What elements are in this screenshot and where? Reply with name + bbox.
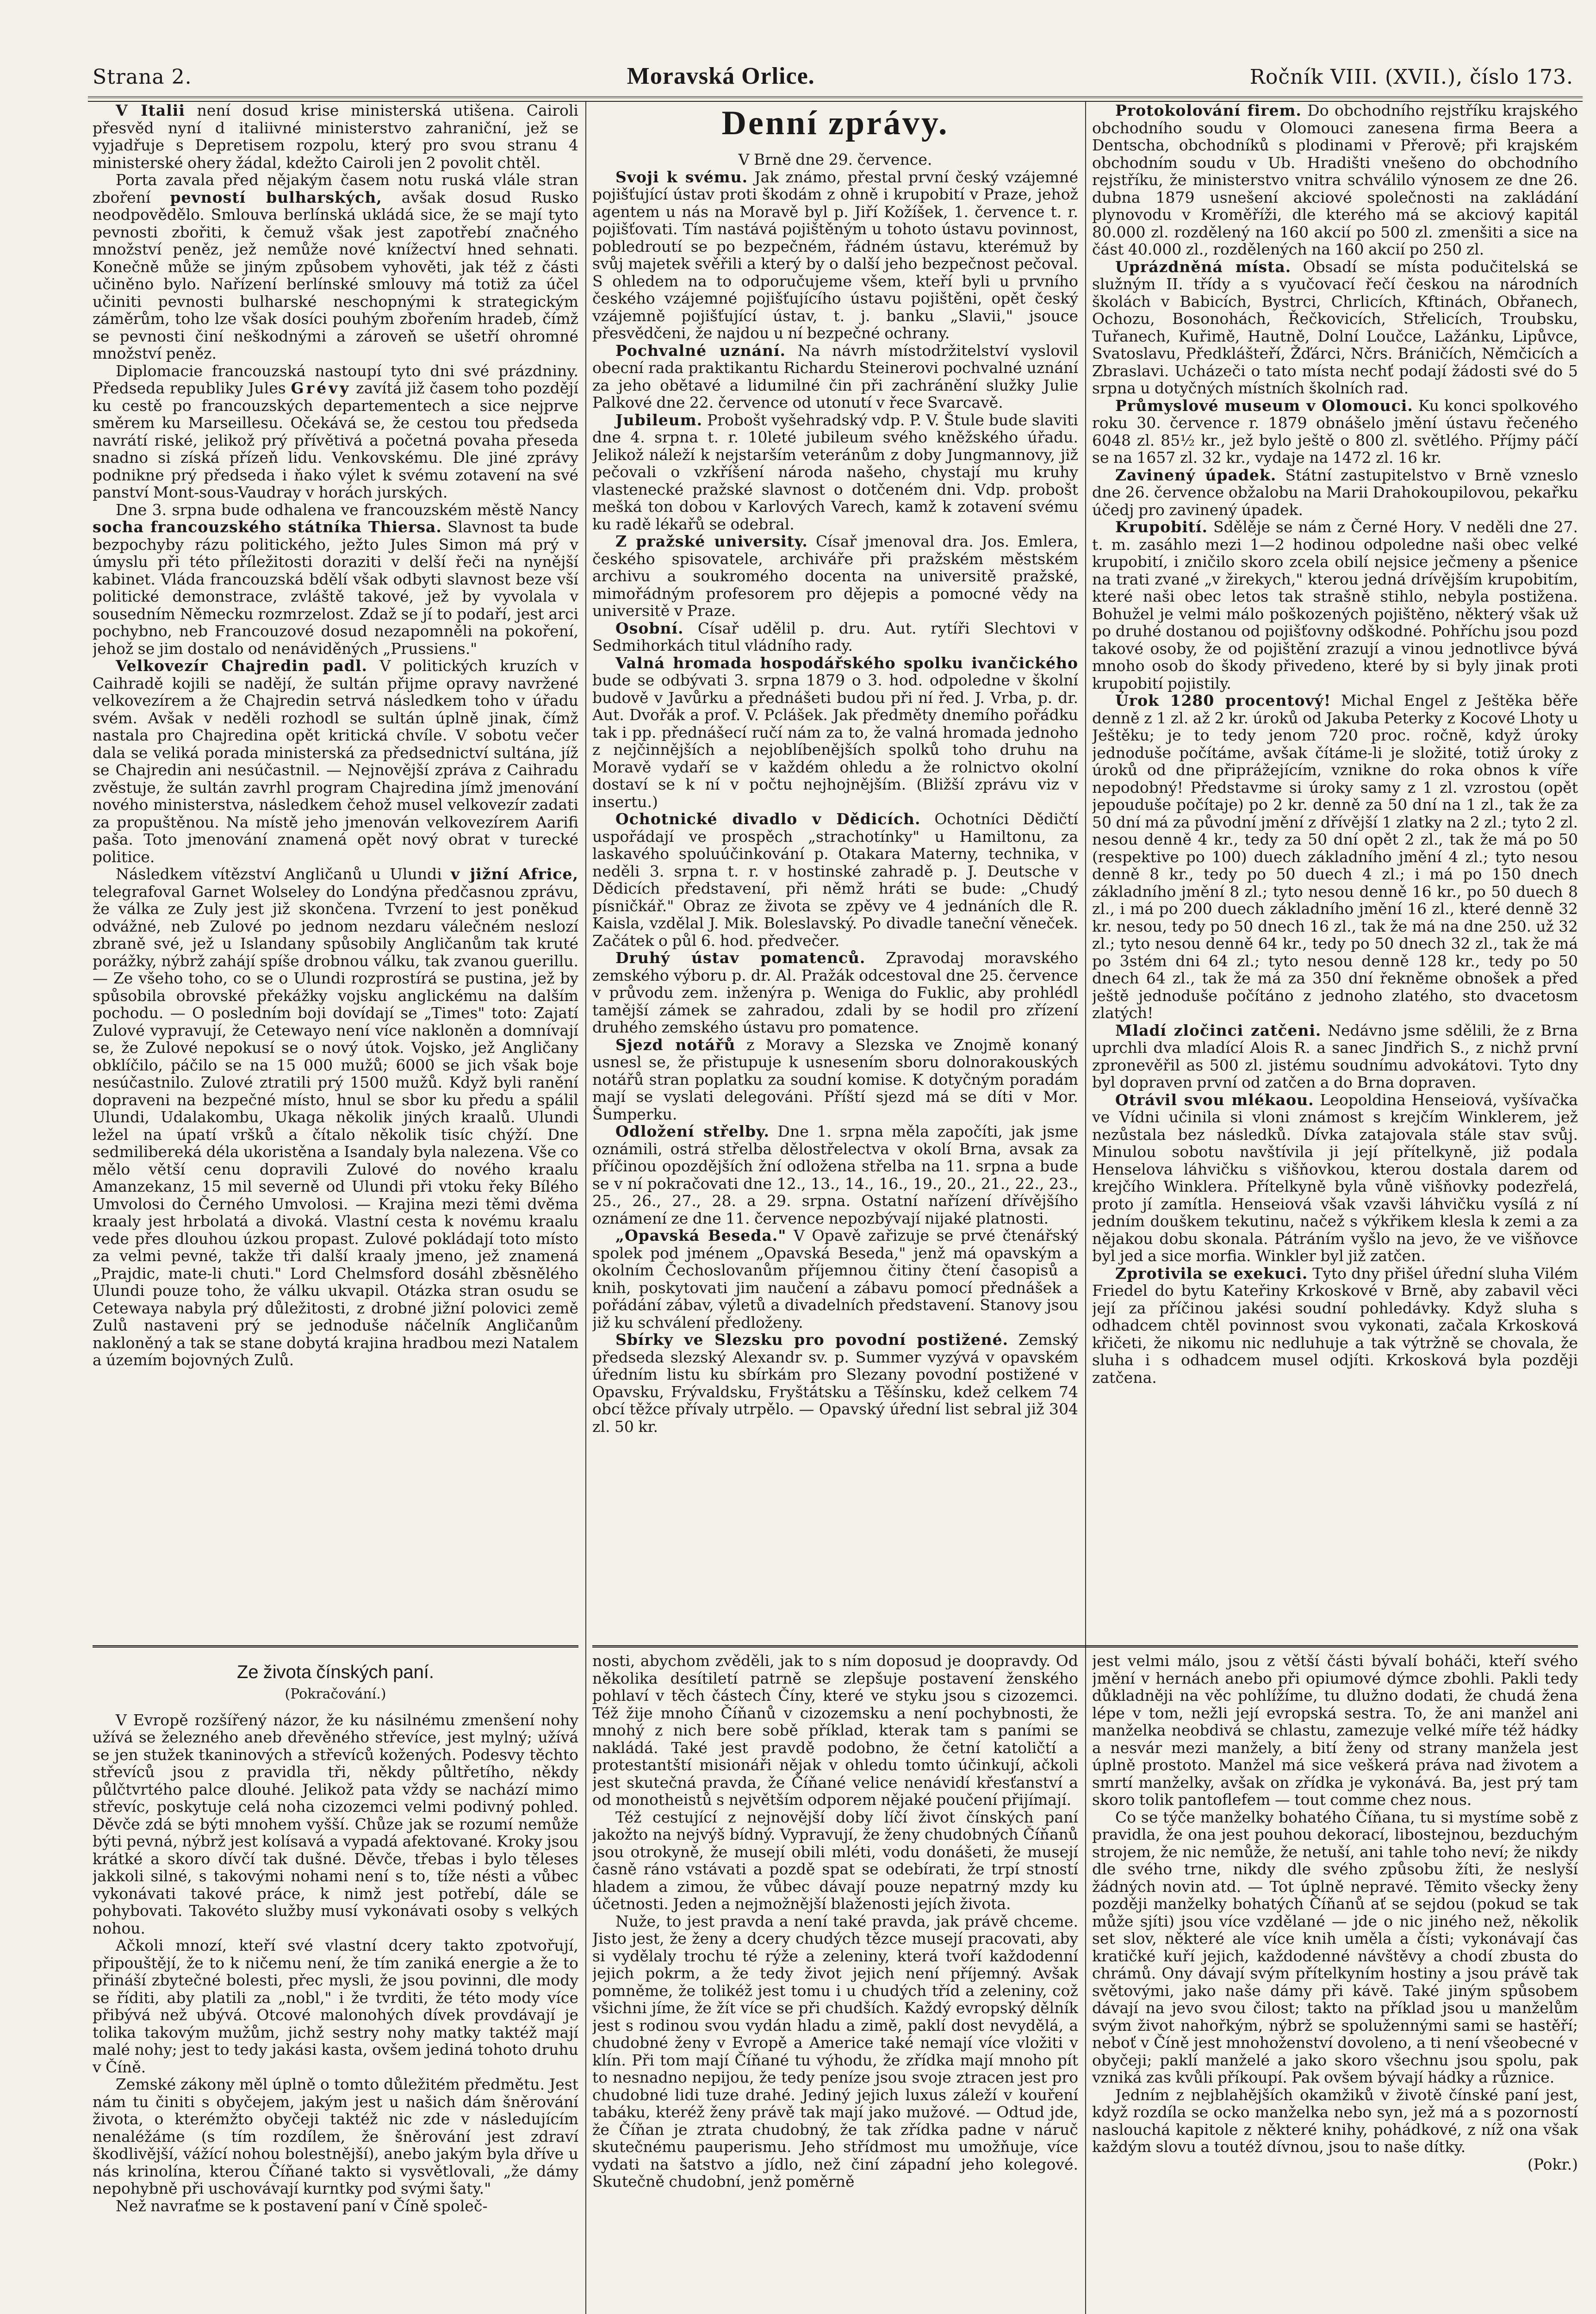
page-number: Strana 2.: [93, 65, 192, 89]
news-lead: Ochotnické divadlo v Dědicích.: [615, 810, 921, 828]
news-lead: Sbírky ve Slezsku pro povodní postižené.: [615, 1331, 1009, 1349]
article: [93, 171, 578, 362]
news-text: Jak známo, přestal první český vzájemné pojišťující ústav proti škodám z ohně i krupobití v Praze, jehož agentem u nás na Moravě byl p. Jiří Kožíšek, 1. července t. r. pojišťovati. Tím nastává pojištěným u tohoto ústavu povinnost, pobledroutí se po bezpečném, řádném ústavu, kterémuž by svůj majetek svěřili a který by o další jeho bezpečnost pečoval. S ohledem na to odporučujeme všem, kteří byli u prvního českého vzájemné pojišťujícího ústavu pojištěni, opět český vzájemně pojišťující ústav, t. j. banku „Slavii," jsouce přesvědčeni, že najdou u ní bezpečné ochrany.: [592, 168, 1078, 342]
column-divider: [585, 102, 586, 2314]
news-lead: Svoji k svému.: [615, 168, 748, 186]
feuilleton-paragraph: Též cestující z nejnovější doby líčí život čínských paní jakožto na nejvýš bídný. Vypravují, že ženy chudobných Číňanů jsou otrokyně, že musejí obili mléti, vodu donášeti, že musejí časně ráno vstávati a pozdě spat se odebírati, že trpí stností hladem a zimou, že vůbec dávají pouze nepatrný mzdy ku účetnosti. Jeden a nejmožnější blaženosti jejích života.: [592, 1808, 1078, 1913]
news-item: [592, 168, 1078, 342]
article: [93, 102, 578, 171]
news-item: [1092, 692, 1578, 1022]
news-text: V Opavě zařizuje se prvé čtenářský spolek pod jménem „Opavská Beseda," jenž má opavským a okolním Čechoslovanům příjemnou čitiny čtení časopisů a knih, poskytovati jim naučení a zábavu pomocí přednášek a pořádání zábav, výletů a divadelních představení. Stanovy jsou již ku schválení předloženy.: [592, 1226, 1078, 1331]
section-title: Denní zprávy.: [721, 104, 949, 142]
news-lead: Pochvalné uznání.: [615, 341, 786, 360]
news-lead: Otrávil svou mlékaou.: [1115, 1090, 1314, 1109]
news-text: Do obchodního rejstříku krajského obchodního soudu v Olomouci zanesena firma Beera a Dentscha, obchodníků s plodinami v Přerově; při krajském obchodním soudu v Ub. Hradišti vnešeno do obchodního rejstříku, že ministerstvo vnitra schválilo výnosem ze dne 26. dubna 1879 usnešení akciové společnosti na zakládání plynovodu v Kroměříži, dle kterého má se akciový kapitál 80.000 zl. rozdělený na 160 akcií po 500 zl. zmenšiti a sice na část 40.000 zl., rozdělených na 160 akcií po 250 zl.: [1092, 102, 1578, 258]
article-lead: pevností bulharských,: [170, 188, 382, 206]
news-item: [1092, 258, 1578, 397]
article: [93, 657, 578, 865]
news-lead: Odložení střelby.: [615, 1122, 770, 1140]
news-text: Obsadí se místa podučitelská se služným II. třídy a s vyučovací řečí českou na národních školách v Babicích, Bystrci, Chrlicích, Kftinách, Obřanech, Ochozu, Bosonohách, Řečkovicích, Střelicích, Troubsku, Tuřanech, Kuřimě, Hautně, Dolní Loučce, Lažánku, Lipůvce, Svatoslavu, Předklášteří, Žďárci, Nčrs. Bráničích, Němčicích a Zbraslavi. Ucházeči o tato místa nechť podají žádosti své do 5 srpna u dotyčných místních školních rad.: [1092, 257, 1578, 397]
news-lead: Osobní.: [615, 619, 684, 637]
article-lead: Velkovezír Chajredin padl.: [116, 657, 367, 675]
column-divider: [1085, 102, 1086, 2314]
news-text: Státní zastupitelstvo v Brně vzneslo dne 26. července obžalobu na Marii Drahokoupilovou, pekařku účedj pro zavinený úpadek.: [1092, 466, 1578, 519]
article-text: Následkem vítězství Angličanů u Ulundi: [116, 865, 451, 883]
feuilleton-column-3: [1092, 1652, 1578, 2314]
feuilleton-column-1: [93, 1652, 578, 2314]
article-text: telegrafoval Garnet Wolseley do Londýna předčasnou zprávu, že válka ze Zuly jest již skončena. Tvrzení to jest poněkud odvážné, neb Zulové po jednom nezdaru válečném neslozí zbraně své, jež u Islandany spůsobily Angličanům tak kruté porážky, nýbrž zahájí spíše drobnou válku, tak zvanou guerillu. — Ze všeho toho, co se o Ulundi rozprostírá se pustina, jež by spůsobila obrovské překážky vojsku anglickému na dalším pochodu. — O posledním boji dovídají se „Times" toto: Zajatí Zulové vypravují, že Cetewayo není více nakloněn a domnívají se, že Zulové nepokusí se o nový útok. Vojsko, jež Angličany obklíčilo, páčilo se na 15 000 mužů; 6000 se jich však boje nesúčastnilo. Zulové ztratili prý 1500 mužů. Když byli ranění dopraveni na bezpečné místo, hnul se sbor ku předu a spálil Ulundi, Udalakombu, Ukaga několik jiných kraalů. Ulundi ležel na úpatí vršků a čítalo několik tisíc chýží. Dne sedmilibereká déla ukoristěna a Isandaly byla nalezena. Vše co mělo větší cenu dopravili Zulové do nového kraalu Amanzekanz, 15 mil severně od Ulundi při vtoku řeky Bílého Umvolosi do Černého Umvolosi. — Krajina mezi těmi dvěma kraaly jest hrbolatá a divoká. Vlastní cesta k novému kraalu vede přes dlouhou úzkou propast. Zulové pokládají toto místo za velmi pevné, takže tři další kraaly jmeno, jež znamená „Prajdic, mate-li chuti." Lord Chelmsford dosáhl zběsnělého Ulundi pouze toho, že válku ukvapil. Otázka stran osudu se Cetewaya nabyla prý důležitosti, z drobné jižní polovici země Zulů nastaveni prý se jednoduše náčelník Angličanům nakloněný a tak se stane dobytá krajina hradbou mezi Natalem a územím bojovných Zulů.: [93, 882, 578, 1369]
news-text: Leopoldina Henseiová, vyšívačka ve Vídni učinila si vloni známost s krejčím Winklerem, jež nezůstala bez následků. Dívka zatajovala stále stav svůj. Minulou sobotu navštívila ji její přítelkyně, již podala Henselova láhvičku s višňovkou, kterou dostala darem od krejčího Winklera. Přítelkyně byla vůně višňovky podezřelá, proto jí zamítla. Henseiová však vzavši láhvičku vysílá z ní jedním douškem tekutinu, načež s výkřikem klesla k zemi a za nějakou dobu skonala. Pátráním vyšlo na jevo, že ve višňovce byl jed a sice morfia. Winkler byl již zatčen.: [1092, 1090, 1578, 1265]
article-lead: socha francouzského státníka Thiersa.: [93, 518, 442, 536]
news-lead: Průmyslové museum v Olomouci.: [1115, 396, 1413, 415]
news-item: [592, 411, 1078, 533]
article-text: není dosud krise ministerská utišena. Cairoli přesvěd nyní d italiivné ministerstvo zahraniční, jež se vyjadřuje s Depretisem rozpolu, který pro svou stranu 4 ministerské ohery žádal, kdežto Cairoli jen 2 povolit chtěl.: [93, 102, 578, 172]
news-item: [592, 1227, 1078, 1331]
feuilleton-subtitle: (Pokračování.): [285, 1686, 386, 1702]
news-text: Tyto dny přišel úřední sluha Vilém Friedel do bytu Kateřiny Krkoskové v Brně, aby zabavil věci její za příčinou jakési soudní pohledávky. Když sluha s odhadcem chtěl povinnost svou vykonati, začala Krkosková křičeti, že nikomu nic nedluhuje a tak výtržně se chovala, že sluha i s odhadcem musel odjíti. Krkosková byla později zatčena.: [1092, 1264, 1578, 1387]
article-text: Slavnost ta bude bezpochyby rázu politického, ježto Jules Simon má prý v úmyslu při této příležitosti doraziti v delší řeči na nynější kabinet. Vláda francouzská bdělí však odbyti slavnost beze vší politické demonstrace, zvláště takové, jež by vyvolala v sousedním Německu rozmrzelost. Zdaž se jí to podaří, jest arci pochybno, neb Francouzové dosud nezapomněli na pokoření, jehož se jim dostalo od nenáviděných „Prussiens.": [93, 518, 578, 658]
news-text: Císař udělil p. dru. Aut. rytíři Slechtovi v Sedmihorkách titul vládního rady.: [592, 619, 1078, 654]
column-more-news: [1092, 102, 1578, 1641]
news-item: [592, 810, 1078, 949]
news-text: Ku konci spolkového roku 30. července r. 1879 obnášelo jmění ústavu řečeného 6048 zl. 85½ kr., jež bylo ještě o 800 zl. světlého. Příjmy páčí se na 1657 zl. 32 kr., vydaje na 1472 zl. 16 kr.: [1092, 396, 1578, 467]
news-text: Zpravodaj moravského zemského výboru p. dr. Al. Pražák odcestoval dne 25. července v průvodu zem. inženýra p. Weniga do Fuklic, aby prohlédl tamější zámek se zahradou, zdali by se hodil pro zřízení druhého zemského ústavu pro pomatence.: [592, 949, 1078, 1036]
article: [93, 362, 578, 501]
news-lead: Protokolování firem.: [1115, 102, 1302, 119]
news-item: [592, 533, 1078, 620]
news-item: [592, 1036, 1078, 1123]
column-daily-news: [592, 102, 1078, 1641]
news-item: [592, 1123, 1078, 1227]
article-text: Porta zavala před nějakým časem notu ruská vlále stran zboření: [93, 171, 578, 206]
issue-info: Ročník VIII. (XVII.), číslo 173.: [1249, 65, 1573, 89]
news-item: [1092, 102, 1578, 258]
news-lead: Zavinený úpadek.: [1115, 466, 1277, 484]
news-lead: Uprázdněná místa.: [1115, 257, 1292, 276]
news-lead: Zprotivila se exekuci.: [1115, 1264, 1308, 1282]
article-text: Dne 3. srpna bude odhalena ve francouzském městě Nancy: [116, 500, 578, 519]
news-item: [592, 620, 1078, 654]
header-rule: [88, 96, 1583, 102]
article-lead: Grévy: [291, 379, 351, 397]
news-item: [592, 654, 1078, 811]
feuilleton-paragraph: Co se týče manželky bohatého Číňana, tu si mystíme sobě z pravidla, že ona jest pouhou dekorací, libostejnou, bezduchým strojem, že nic nemůže, že netuší, ani tahle toho neví; že nikdy dle svého trne, nikdy dle svého způsobu žíti, že neslyší žádných novin atd. — Tot úplně nepravé. Těmito všecky ženy později manželky bohatých Číňanů ať se sejdou (pokud se tak může sjíti) jsou více vzdělané — jde o nic jiného než, několik set slov, některé ale více knih uměla a čísti; vykonávají čas kratičké kuří jejich, každodenné návštěvy a chodí zbusta do chrámů. Ony dávají svým přítelkyním hostiny a jsou právě tak světovými, jako naše dámy při kávě. Také jiným spůsobem dávají na jevo svou čilost; takto na příklad jsou u manželům svým život nahořkým, nýbrž se spolužennými sami se hastěří; neboť v Číně jest mnohoženství dovoleno, a ti není všeobecné v obyčeji; paklí manželé a jako skoro všechnu jsou spolu, pak vzniká zas kvůli příkoupí. Pak ovšem bývají hádky a různice.: [1092, 1808, 1578, 2086]
news-text: Na návrh místodržitelství vyslovil obecní rada praktikantu Richardu Steinerovi pochvalné uznání za jeho obětavé a lidumilné čin při zachránění služky Julie Palkové dne 22. července od utonutí v řece Svarcavě.: [592, 341, 1078, 411]
news-lead: Z pražské university.: [615, 532, 808, 550]
news-text: Císař jmenoval dra. Jos. Emlera, českého spisovatele, archiváře při pražském městském archivu a soukromého docenta na universitě pražské, mimořádným profesorem pro dějepis a pomocné vědy na universitě v Praze.: [592, 532, 1078, 620]
article: [93, 865, 578, 1369]
news-item: [592, 342, 1078, 411]
news-item: [1092, 518, 1578, 692]
page-header: [93, 62, 1573, 95]
news-text: bude se odbývati 3. srpna 1879 o 3. hod. odpoledne v školní budově v Javůrku a přednášeti budou při ní řed. J. Vrba, p. dr. Aut. Dvořák a prof. V. Pclášek. Jak předměty dnemího pořádku tak i pp. přednášecí ručí nám za to, že valná hromada jednoho z nejčinnějších a nejoblíbenějších spolků toho druhu na Moravě vydaří se v každém ohledu a že rolnictvo okolní dostaví se k ní v počtu nejhojnějším. (Bližší zprávu viz v insertu.): [592, 671, 1078, 811]
news-item: [1092, 1022, 1578, 1091]
news-item: [592, 949, 1078, 1036]
news-text: Michal Engel z Ještěka běře denně z 1 zl. až 2 kr. úroků od Jakuba Peterky z Kocové Lhoty u Ještěku; je to tedy jenom 720 proc. ročně, když úroky jednoduše počítáme, avšak čítáme-li je složité, totiž úroky z úroků od dne připrážejícím, vznikne do roka obnos k víře nepodobný! Představme si úroky samy z 1 zl. vzrostou (opět jepouduše počítaje) po 2 kr. denně za 50 dní na 1 zl., tak že za 50 dní má za původní jmění z dřívější 1 zlatky na 2 zl.; tyto 2 zl. nesou denně 4 kr., tedy za 50 dní opět 2 zl., tak že má po 50 (respektive po 100) duech základního jmění 4 zl.; tyto nesou denně 8 kr., tedy po 50 duech 4 zl.; i má po 150 dnech základního jmění 8 zl.; tyto nesou denně 16 kr., po 50 duech 8 zl., i má po 200 duech základního jmění 16 zl., které denně 32 kr. nesou, tedy po 50 dnech 16 zl., tak že má na dne 250. už 32 zl.; tyto nesou denně 64 kr., tedy po 50 dnech 32 zl., tak že má po 3stém dni 64 zl.; tyto nesou denně 128 kr., tedy po 50 dnech 64 zl., tak že má za 350 dní řekněme obnošek a před ještě jednoduše počítáno z jednoho zlatého, sto dvacetosm zlatých!: [1092, 691, 1578, 1022]
news-text: Probošt vyšehradský vdp. P. V. Štule bude slaviti dne 4. srpna t. r. 10leté jubileum svého kněžského úřadu. Jelikož náleží k nejstarším veteránům z doby Jungmannovy, již pečovali o vzkříšení národa našeho, chystají mu kruhy vlastenecké pražské slavnost o dotčeném dni. Vdp. probošt mešká ton dobou v Karlových Varech, kamž k zotavení svému ku radě lékařů se odebral.: [592, 411, 1078, 533]
dateline: V Brně dne 29. července.: [738, 150, 932, 168]
feuilleton-paragraph: jest velmi málo, jsou z větší části bývalí boháči, kteří svého jmění v hernách anebo při opiumové dýmce zbohli. Pakli tedy důkladněji na věc pohlížíme, tu dlužno dodati, že chudá žena lépe v tom, nežli její evropská sestra. To, že ani manžel ani manželka neobdivá se chlastu, zamezuje velké míře též hádky a nesvár mezi manžely, a bití ženy od strany manžela jest úplně prostoto. Manžel má sice veškerá práva nad životem a smrtí manželky, avšak on zřídka je vykonává. Ba, jest prý tam skoro tolik pantoflefem — tout comme chez nous.: [1092, 1652, 1578, 1809]
continuation-mark: (Pokr.): [1527, 2155, 1578, 2173]
column-politics: [93, 102, 578, 1641]
article-text: V politických kruzích v Caihradě kojili se nadějí, že sultán přijme opravy navržené velkovezírem a že Chajredin setrvá následkem toho v úřadu svém. Avšak v neděli rozhodl se sultán úplně jinak, čímž nastala pro Chajredina opět kritická chvíle. V sobotu večer dala se veliká porada ministerská za předsednictví sultána, jíž se Chajredin ani nesúčastnil. — Nejnovější zpráva z Caihradu zvěstuje, že sultán zavrhl program Chajredina jímž jmenování nového ministerstva, následkem čehož musel velkovezír zadati za propuštěnou. Na místě jeho jmenován velkovezírem Aarifi paša. Toto jmenování znamená opět nový obrat v turecké politice.: [93, 657, 578, 866]
article: [93, 501, 578, 658]
article-text: Diplomacie francouzská nastoupí tyto dni své prázdniny. Předseda republiky Jules: [93, 361, 578, 397]
article-lead: v jižní Africe,: [450, 865, 578, 883]
news-lead: Valná hromada hospodářského spolku ivančického: [615, 653, 1078, 672]
news-item: [1092, 1265, 1578, 1387]
news-item: [1092, 467, 1578, 519]
feuilleton-paragraph: V Evropě rozšířený názor, že ku násilnému zmenšení nohy užívá se železného aneb dřevěného střevíce, jest mylný; užívá se jen stužek tkaninových a střevíců kožených. Podesvy těchto střevíců jsou z pravidla tři, někdy půltřetího, někdy půlčtvrtého palce dlouhé. Jelikož pata vždy se nachází mimo střevíc, poskytuje celá noha cizozemci velmi podivný pohled. Děvče zdá se býti mnohem vyšší. Chůze jak se rozumí nemůže býti pevná, nýbrž jest kolísavá a vypadá afektované. Kroky jsou krátké a skoro dívčí tak dušné. Děvče, třebas i bylo těleses jakkoli silné, s takovými nohami není s to, tíže nésti a vůbec vykonávati takové práce, k nimž jest potřebí, dále se pohybovati. Takovéto služby musí vykonávati osoby s velkých nohou.: [93, 1711, 578, 1937]
feuilleton-paragraph: Jedním z nejblahějších okamžiků v životě čínské paní jest, když rozdíla se ocko manželka nebo syn, jež má a s pozorností naslouchá kapitole z některé knihy, pohádkové, z níž ona však každým slovu a toutéž dívnou, jsou to naše dítky.: [1092, 2085, 1578, 2156]
feuilleton-rule: [93, 1645, 578, 1649]
feuilleton-paragraph: Ačkoli mnozí, kteří své vlastní dcery takto zpotvořují, připouštějí, že to k ničemu není, že tím zaniká energie a že to přináší zbytečné bolesti, přec mysli, že jsou povinni, dle mody se říditi, aby platili za „nobl," i že tvrditi, že této mody více přibývá než ubývá. Otcové malonohých dívek provdávají je tolika takovým mužům, jichž sestry nohy matky taktéž mají malé nohy; jest to tedy jakási kasta, ovšem jediná tohoto druhu v Číně.: [93, 1936, 578, 2076]
news-text: Nedávno jsme sdělili, že z Brna uprchli dva mladící Alois R. a sanec Jindřich S., z nichž první zpronevěřil as 500 zl. jistému soudnímu advokátovi. Tyto dny byl dopraven první od zatčen a do Brna dopraven.: [1092, 1021, 1578, 1091]
feuilleton-column-2: [592, 1652, 1078, 2314]
news-lead: Sjezd notářů: [615, 1035, 736, 1054]
article-lead: V Italii: [116, 102, 185, 119]
article-text: avšak dosud Rusko neodpovědělo. Smlouva berlínská ukládá sice, že se mají tyto pevnosti zbořiti, k čemuž však jest zapotřebí značného množství peněz, jež nemůže nové knížectví hned sehnati. Konečně může se jiným způsobem vyhověti, jak též z části učiněno bylo. Nařízení berlínské smlouvy má totiž za účel učiniti pevnosti bulharské neschopnými k strategickým záměrům, toho lze však dosíci pouhým zbořením hradeb, čímž se pevnosti činí neškodnými a zároveň se ušetří ohromné množství peněz.: [93, 188, 578, 362]
news-text: Zemský předseda slezský Alexandr sv. p. Summer vyzývá v opavském úředním listu ku sbírkám pro Slezany povodní postižené v Opavsku, Frývaldsku, Fryštátsku a Těšínsku, kdež celkem 74 obcí těžce přívaly utrpělo. — Opavský úřední list sebral již 304 zl. 50 kr.: [592, 1331, 1078, 1436]
news-item: [592, 1331, 1078, 1435]
article-text: zavítá již časem toho pozdějí ku cestě po francouzských departementech a sice nejprve směrem ku Marseillesu. Očekává se, že cestou tou předseda navrátí riské, jelikož prý přívětivá a početná povaha přeseda snadno si získá přízeň lidu. Venkovskému. Dle jiné zprávy podnikne prý předseda i ňako výlet k svému zotavení na své panství Mont-sous-Vaudray v horách jurských.: [93, 379, 578, 501]
news-lead: Jubileum.: [615, 411, 703, 429]
feuilleton-rule: [592, 1645, 1578, 1649]
news-text: Sdělěje se nám z Černé Hory. V neděli dne 27. t. m. zasáhlo mezi 1—2 hodinou odpoledne naši obec velké krupobití, i zničilo skoro zcela obilí nejsice ječmeny a pšenice na trati zvané „v žirekych," kterou jedná drívějším krupobitím, které naši obec letos tak strašně stihlo, nebyla postižena. Bohužel je velmi málo poškozených pojištěno, některý však už po druhé dostanou od pojišťovny odškodné. Pohříchu jsou pozd takové osoby, že od pojištění zrazují a vinou jednotlivce bývá mnoho osob do škody přivedeno, které by si byly jinak proti krupobití pojistily.: [1092, 518, 1578, 692]
masthead-title: Moravská Orlice.: [627, 63, 815, 89]
feuilleton-paragraph: Zemské zákony měl úplně o tomto důležitém předmětu. Jest nám tu činiti s obyčejem, jakým jest u našich dám šněrování života, o kterémžto obyčeji taktéž nic zde v následujícím nenaléžáme (s tím rozdílem, že šněrování jest zdraví škodlivější, vážící nohou bolestnější), anebo jakým byla dříve u nás krinolína, kterou Číňané takto si vysvětlovali, „že dámy nepohybně při uschovávají kurntky pod svými šaty.": [93, 2075, 578, 2197]
news-lead: „Opavská Beseda.": [615, 1226, 787, 1244]
news-item: [1092, 1091, 1578, 1265]
news-text: Ochotníci Dědičtí uspořádají ve prospěch „strachotínky" u Hamiltonu, za laskavého spoluúčinkování p. Otakara Materny, technika, v neděli 3. srpna t. r. v hostinské zahradě p. J. Deutsche v Dědicích představení, při němž hráti se bude: „Chudý písničkář." Obraz ze života se zpěvy ve 4 jednáních dle R. Kaisla, vzdělal J. Mik. Boleslavský. Po divadle taneční věneček. Začátek o půl 6. hod. předvečer.: [592, 810, 1078, 950]
feuilleton-paragraph: Nuže, to jest pravda a není také pravda, jak právě chceme. Jisto jest, že ženy a dcery chudých tězce musejí pracovati, aby si vydělaly trochu té rýže a zeleniny, která tvoří každodenní jejich pokrm, a že tedy život jejich není příjemný. Avšak pomněme, že tolikéž jest tomu i u chudých tříd a zeleniny, což všichni jíme, že žít více se při chudších. Každý evropský dělník jest s rodinou svou vydán hladu a zimě, paklí dost nevydělá, a chudobné ženy v Evropě a Americe také nemají více vložiti v klín. Při tom mají Číňané tu výhodu, že zřídka mají mnoho pít to nesnadno nepijou, že tedy peníze jsou svoje ztracen jest pro chudobné lidi tuze drahé. Jediný jejich luxus záleží v kouření tabáku, kteréž ženy právě tak mají jako mužové. — Odtud jde, že Číňan je ztrata chudobný, že tak zřídka padne v náruč skutečnému pauperismu. Jeho střídmost mu umožňuje, více vydati na šatstvo a jídlo, než činí západní jeho kolegové. Skutečně chudobní, jenž poměrně: [592, 1912, 1078, 2190]
feuilleton-paragraph: Než navraťme se k postavení paní v Číně společ-: [116, 2196, 488, 2215]
news-lead: Druhý ústav pomatenců.: [615, 949, 866, 967]
news-text: Dne 1. srpna měla započíti, jak jsme oznámili, ostrá střelba dělostřelectva v okolí Brna, avsak za příčinou opozdějších žní odložena střelba na 11. srpna a bude se v ní pokračovati dne 12., 13., 14., 16., 19., 20., 21., 22., 23., 25., 26., 27., 28. a 29. srpna. Ostatní nařízení dřívějšího oznámení ze dne 11. července nepozbývají nijaké platnosti.: [592, 1122, 1078, 1227]
news-lead: Krupobití.: [1115, 518, 1208, 536]
news-text: z Moravy a Slezska ve Znojmě konaný usnesl se, že přistupuje k usnesením sboru dolnorakouských notářů stran poplatku za soudní komise. K dotyčným poradám mají se vyslati delegováni. Příští sjezd má se díti v Mor. Šumperku.: [592, 1035, 1078, 1123]
news-lead: Úrok 1280 procentový!: [1115, 691, 1331, 709]
feuilleton-paragraph: nosti, abychom zvěděli, jak to s ním doposud je doopravdy. Od několika desítiletí patrně se zlepšuje postavení ženského pohlaví v těch částech Číny, které ve styku jsou s cizozemci. Též žije mnoho Číňanů v cizozemsku a není pochybnosti, že mnohý z nich bere sobě příklad, kterak tam s paními se nakládá. Také jest pravdě podobno, že četní katoličtí a protestantští misionáři nějak v ohledu tomto účinkují, ačkoli jest skutečná pravda, že Číňané velice nenávidí křesťanství a od monotheistů s největším odporem nějaké poučení přijímají.: [592, 1652, 1078, 1809]
news-item: [1092, 397, 1578, 467]
news-lead: Mladí zločinci zatčeni.: [1115, 1021, 1322, 1039]
feuilleton-title: Ze života čínských paní.: [236, 1662, 435, 1682]
